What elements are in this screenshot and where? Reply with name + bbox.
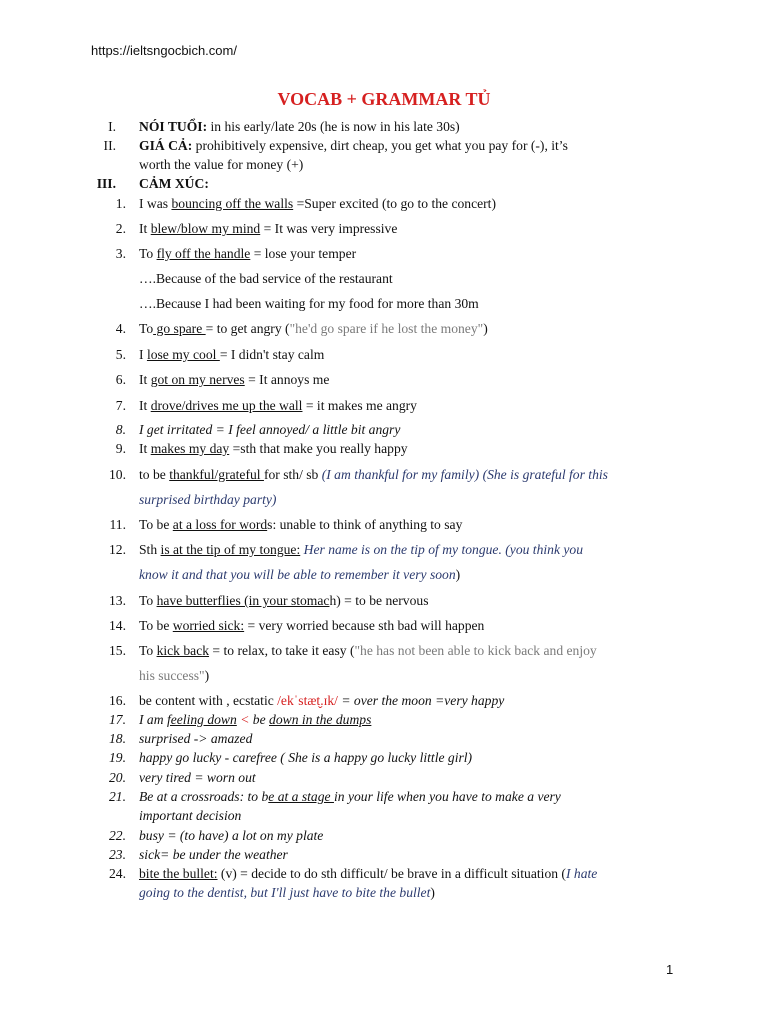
quote-example: his success" [139,668,205,683]
section-numeral: III. [96,176,116,191]
item-text: To [139,593,157,608]
item-text: To [139,321,154,336]
section-label: NÓI TUỔI: [139,119,208,134]
item-number: 7. [115,398,126,413]
example-sentence: surprised birthday party) [139,492,277,507]
item-number: 24. [109,866,126,881]
section-label: GIÁ CẢ: [139,138,193,153]
item-text: sick= be under the weather [139,847,288,862]
item-text: It [139,221,151,236]
item-number: 3. [115,246,126,261]
page-number: 1 [666,962,674,977]
idiom: at a loss for word [172,517,268,532]
example-cont [139,668,209,685]
item-text: (v) = decide to do sth difficult/ be brave in a difficult situation ( [217,866,566,881]
idiom: blew/blow my mind [150,221,261,236]
item-text: = to get angry ( [205,321,290,336]
item-number: 1. [115,196,126,211]
item-number: 8. [115,422,126,437]
item-number: 12. [109,542,126,557]
item-text: = It annoys me [244,372,330,387]
item-text: To [139,643,157,658]
item-text: be [252,712,270,727]
item-number: 2. [115,221,126,236]
item-text: = lose your temper [250,246,357,261]
item-number: 23. [109,847,126,862]
item-text: I am [139,712,167,727]
item-number: 13. [109,593,126,608]
sub-item: ….Because of the bad service of the restaurant [139,271,393,286]
idiom: thankful/grateful [169,467,264,482]
item-number: 19. [109,750,126,765]
item-text: It [139,441,151,456]
item-text: ) [455,567,461,582]
quote-example: "he has not been able to kick back and enjoy [354,643,597,658]
example-sentence: I hate [565,866,598,881]
idiom: fly off the handle [156,246,251,261]
example-sentence: (I am thankful for my family) (She is grateful for this [321,467,608,482]
item-number: 5. [115,347,126,362]
item-text: busy = (to have) a lot on my plate [139,828,324,843]
item-number: 4. [115,321,126,336]
idiom: e at a stage [268,789,334,804]
example-sentence: Her name is on the tip of my tongue. (you think you [300,542,584,557]
item-text: h) = to be nervous [329,593,429,608]
section-text: in his early/late 20s (he is now in his late 30s) [207,119,460,134]
item-text: ) [430,885,435,900]
item-text: I [139,347,147,362]
item-text: = to relax, to take it easy ( [209,643,355,658]
item-text: To be [139,517,173,532]
idiom: is at the tip of my tongue: [160,542,301,557]
item-text: in your life when you have to make a very [333,789,561,804]
idiom: down in the dumps [269,712,372,727]
item-number: 6. [115,372,126,387]
item-text: =Super excited (to go to the concert) [293,196,496,211]
item-text: very tired = worn out [139,770,256,785]
item-text: It [139,372,151,387]
item-text: for sth/ sb [263,467,322,482]
idiom: feeling down [166,712,237,727]
item-number: 14. [109,618,126,633]
item-number: 18. [109,731,126,746]
idiom: bite the bullet: [139,866,218,881]
item-text: ) [204,668,210,683]
item-text: to be [139,467,170,482]
item-text: Sth [139,542,161,557]
example-cont [139,567,460,584]
item-number: 16. [109,693,126,708]
item-number: 17. [109,712,126,727]
item-text: happy go lucky - carefree ( She is a happy go lucky little girl) [139,750,473,765]
section-text: prohibitively expensive, dirt cheap, you get what you pay for (-), it’s [192,138,568,153]
item-text: s: unable to think of anything to say [267,517,463,532]
item-text-cont: important decision [139,808,242,823]
item-text: It [139,398,151,413]
idiom: kick back [156,643,210,658]
item-text: = it makes me angry [302,398,417,413]
header-url[interactable]: https://ieltsngocbich.com/ [91,43,237,58]
idiom: worried sick: [172,618,245,633]
idiom: drove/drives me up the wall [150,398,303,413]
item-number: 22. [109,828,126,843]
item-text: I get irritated = I feel annoyed/ a little bit angry [139,422,401,437]
item-number: 10. [109,467,126,482]
item-text: = I didn't stay calm [219,347,325,362]
item-text: be content with , ecstatic [139,693,278,708]
item-text: To be [139,618,173,633]
item-text: = over the moon =very happy [337,693,505,708]
item-text: Be at a crossroads: to b [139,789,269,804]
item-text: = It was very impressive [260,221,398,236]
item-number: 9. [115,441,126,456]
item-number: 11. [109,517,126,532]
item-text: =sth that make you really happy [229,441,408,456]
section-numeral: II. [103,138,116,153]
quote-example: "he'd go spare if he lost the money" [289,321,484,336]
item-text: surprised -> amazed [139,731,253,746]
example-sentence: going to the dentist, but I'll just have to bite the bullet [139,885,431,900]
comparison-sign: < [236,712,253,727]
idiom: bouncing off the walls [171,196,294,211]
idiom: go spare [153,321,206,336]
phonetic: /ekˈstæt̬.ɪk/ [277,693,338,708]
item-text: I was [139,196,172,211]
section-text-cont: worth the value for money (+) [139,157,304,172]
item-text: ) [483,321,488,336]
item-text: To [139,246,157,261]
item-number: 21. [109,789,126,804]
document-title: VOCAB + GRAMMAR TỦ [277,89,491,109]
idiom: have butterflies (in your stomac [156,593,330,608]
item-number: 15. [109,643,126,658]
item-number: 20. [109,770,126,785]
item-text: = very worried because sth bad will happen [244,618,485,633]
idiom: makes my day [150,441,230,456]
idiom: got on my nerves [150,372,245,387]
section-label: CẢM XÚC: [139,176,209,191]
idiom: lose my cool [146,347,220,362]
sub-item: ….Because I had been waiting for my food for more than 30m [139,296,479,311]
example-cont [139,885,435,902]
example-sentence: know it and that you will be able to remember it very soon [139,567,456,582]
section-numeral: I. [108,119,116,134]
